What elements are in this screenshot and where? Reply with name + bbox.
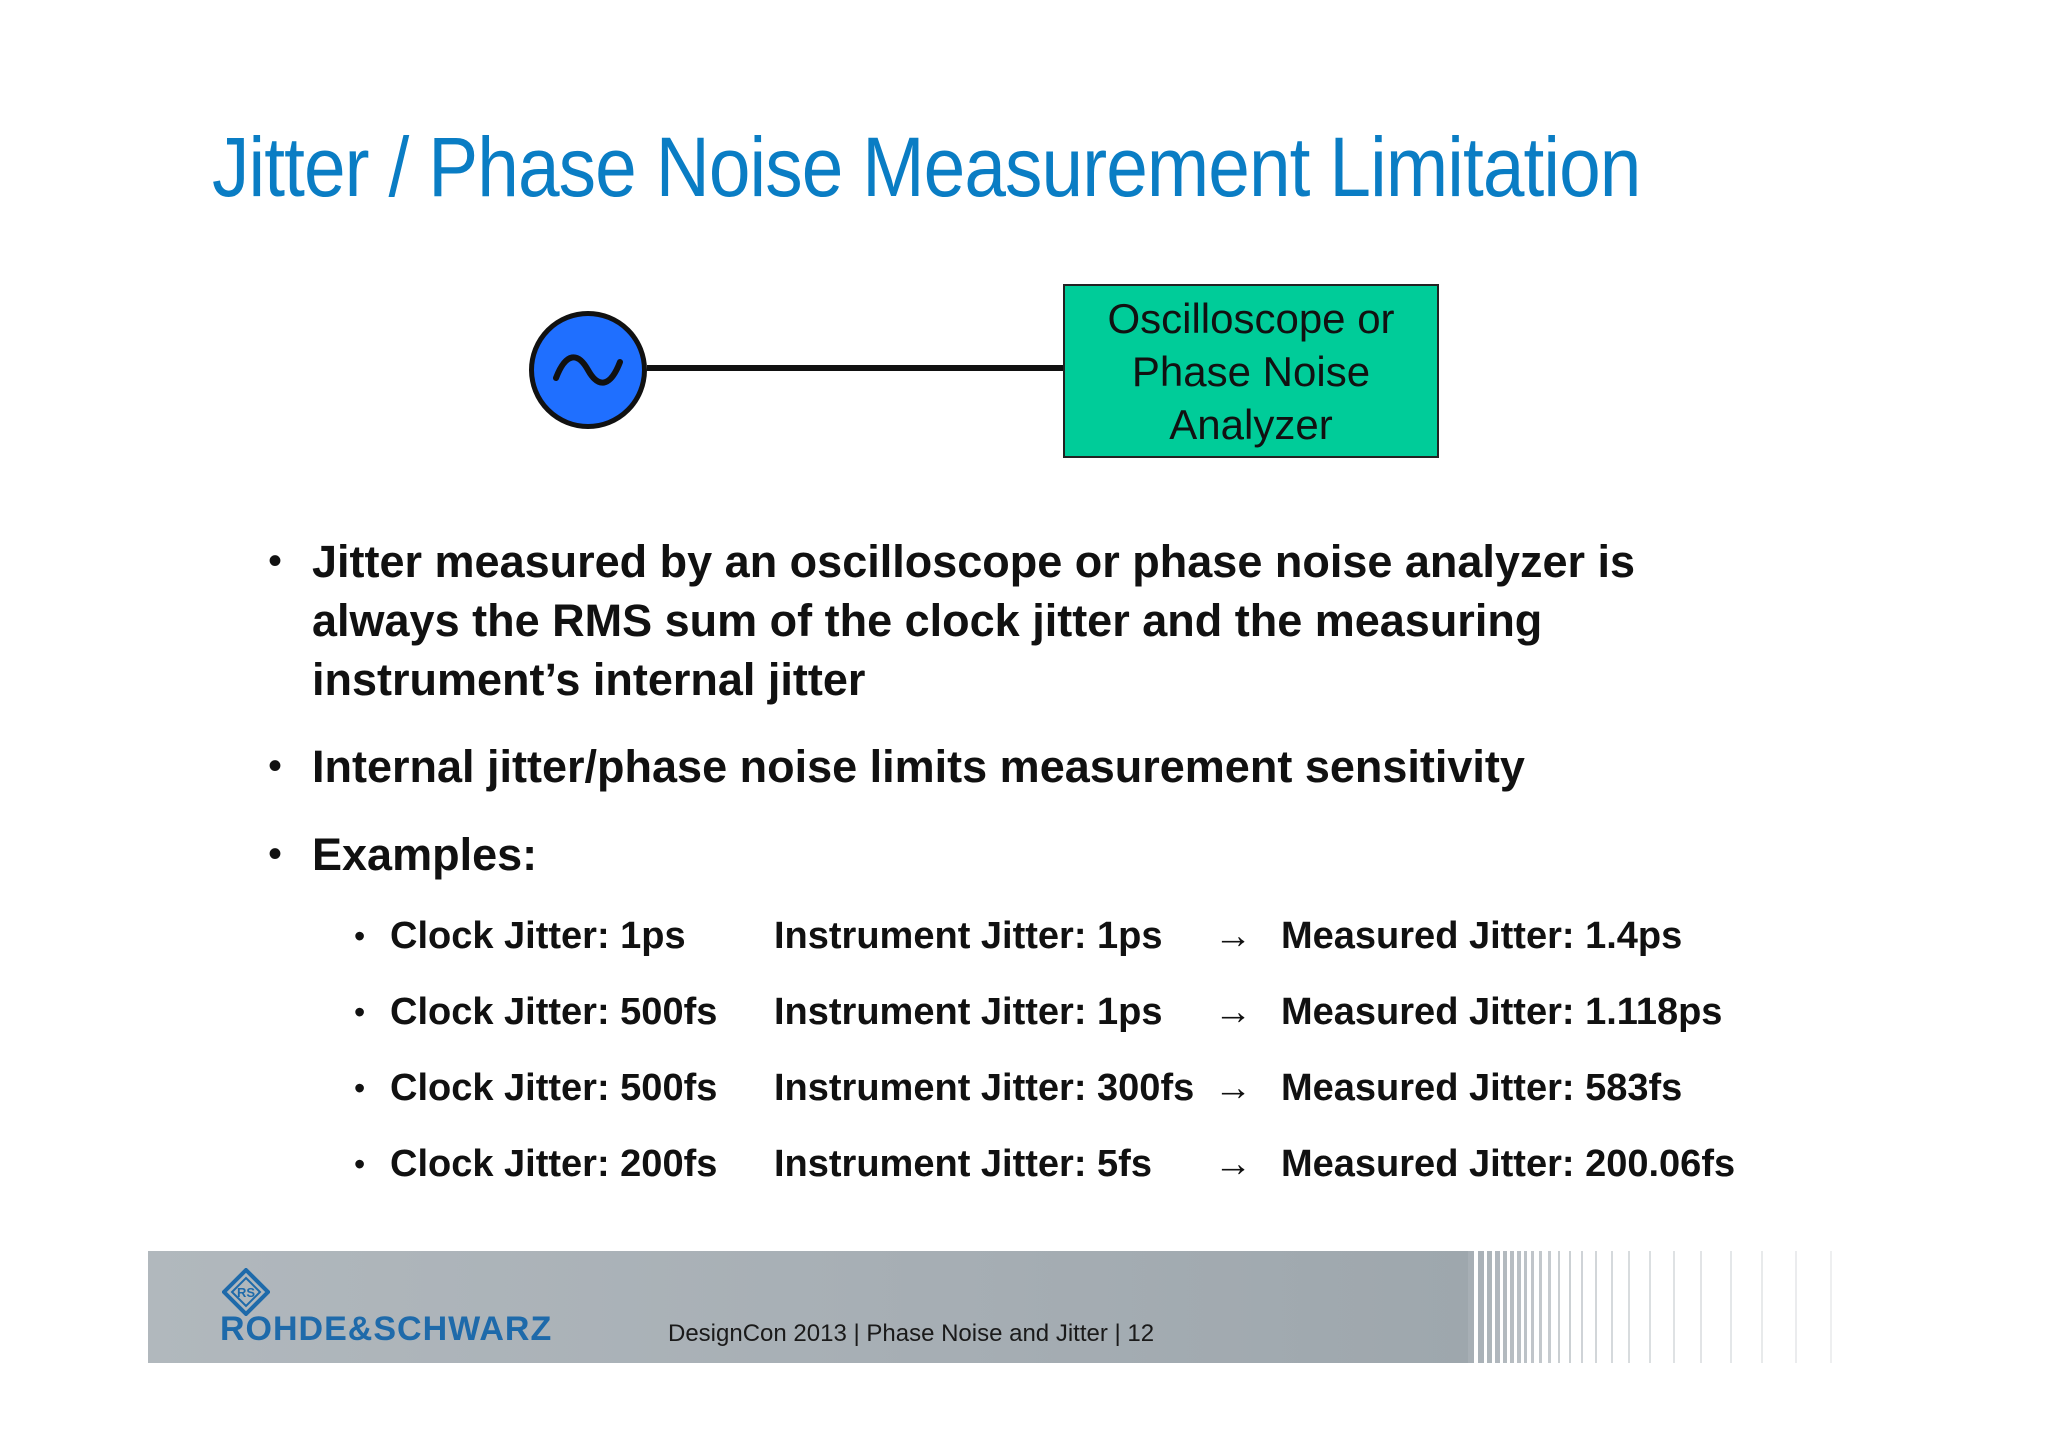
sub-bullet-dot: •	[354, 1070, 366, 1106]
instrument-jitter: Instrument Jitter: 5fs	[774, 1143, 1152, 1185]
sine-wave-icon	[534, 316, 642, 424]
company-logo-text: ROHDE&SCHWARZ	[220, 1310, 553, 1348]
connection-line	[647, 365, 1064, 371]
arrow-right-icon: →	[1214, 1067, 1252, 1109]
footer-stripe	[1649, 1251, 1651, 1363]
footer-stripe	[1761, 1251, 1763, 1363]
footer-stripes	[1468, 1251, 1868, 1363]
footer-stripe	[1531, 1251, 1534, 1363]
footer-stripe	[1539, 1251, 1542, 1363]
footer-stripe	[1517, 1251, 1521, 1363]
footer-stripe	[1548, 1251, 1551, 1363]
footer-stripe	[1468, 1251, 1474, 1363]
bullet-dot: •	[268, 539, 283, 583]
instrument-jitter: Instrument Jitter: 300fs	[774, 1067, 1195, 1109]
measured-jitter: Measured Jitter: 200.06fs	[1281, 1143, 1736, 1185]
slide-title: Jitter / Phase Noise Measurement Limitation	[212, 120, 1641, 214]
measured-jitter: Measured Jitter: 1.4ps	[1281, 915, 1683, 957]
footer-stripe	[1558, 1251, 1560, 1363]
signal-chain-diagram	[0, 0, 2048, 520]
bullet-item	[268, 825, 1762, 884]
clock-jitter: Clock Jitter: 500fs	[390, 991, 718, 1033]
sub-bullet-dot: •	[354, 1146, 366, 1182]
bullet-text: Internal jitter/phase noise limits measurement sensitivity	[312, 741, 1525, 792]
footer-stripe	[1628, 1251, 1630, 1363]
instrument-jitter: Instrument Jitter: 1ps	[774, 991, 1163, 1033]
footer-stripe	[1478, 1251, 1484, 1363]
clock-jitter: Clock Jitter: 1ps	[390, 915, 686, 957]
footer-stripe	[1495, 1251, 1500, 1363]
footer-stripe	[1487, 1251, 1492, 1363]
measured-jitter: Measured Jitter: 1.118ps	[1281, 991, 1723, 1033]
bullet-text: Examples:	[312, 829, 538, 880]
footer-stripe	[1673, 1251, 1675, 1363]
footer-caption: DesignCon 2013 | Phase Noise and Jitter | 12	[668, 1320, 1155, 1347]
bullet-text: Jitter measured by an oscilloscope or phase noise analyzer is always the RMS sum of the clock jitter and the measuring instrument’s internal jitter	[312, 536, 1636, 705]
arrow-right-icon: →	[1214, 1143, 1252, 1185]
clock-jitter: Clock Jitter: 200fs	[390, 1143, 718, 1185]
footer-stripe	[1503, 1251, 1507, 1363]
signal-source	[529, 311, 647, 429]
footer-stripe	[1524, 1251, 1527, 1363]
instrument-jitter: Instrument Jitter: 1ps	[774, 915, 1163, 957]
footer-stripe	[1830, 1251, 1832, 1363]
sub-bullet-dot: •	[354, 994, 366, 1030]
footer-stripe	[1595, 1251, 1597, 1363]
arrow-right-icon: →	[1214, 991, 1252, 1033]
footer-stripe	[1569, 1251, 1571, 1363]
bullet-item	[268, 737, 1762, 796]
footer-stripe	[1700, 1251, 1702, 1363]
bullet-dot: •	[268, 744, 283, 788]
clock-jitter: Clock Jitter: 500fs	[390, 1067, 718, 1109]
footer-stripe	[1581, 1251, 1583, 1363]
footer-stripe	[1795, 1251, 1797, 1363]
analyzer-label: Oscilloscope or Phase Noise Analyzer	[1107, 294, 1395, 448]
bullet-dot: •	[268, 832, 283, 876]
arrow-right-icon: →	[1214, 915, 1252, 957]
footer-stripe	[1611, 1251, 1613, 1363]
rohde-schwarz-diamond-logo	[222, 1268, 270, 1316]
footer-stripe	[1730, 1251, 1732, 1363]
measured-jitter: Measured Jitter: 583fs	[1281, 1067, 1683, 1109]
analyzer-box	[1063, 284, 1439, 458]
sub-bullet-dot: •	[354, 918, 366, 954]
bullet-item	[268, 532, 1762, 709]
svg-text:RS: RS	[236, 1285, 256, 1300]
footer-stripe	[1510, 1251, 1514, 1363]
